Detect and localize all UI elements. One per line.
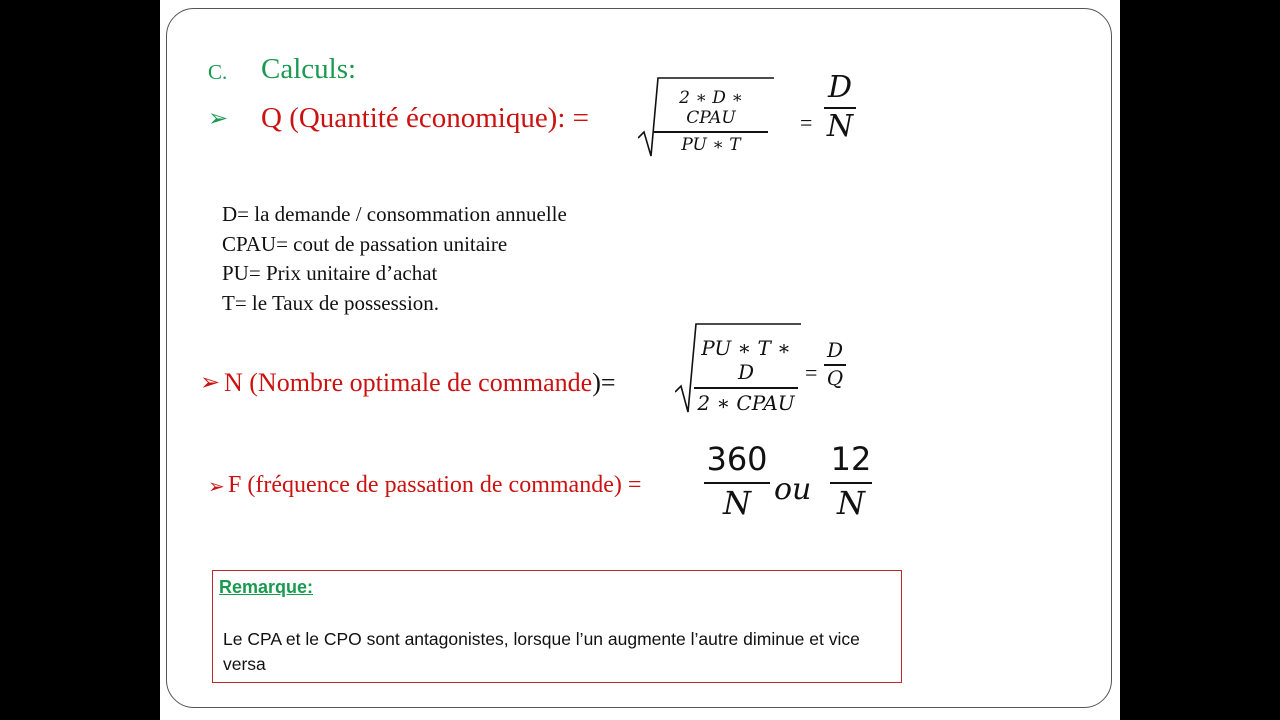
f-denominator-n2: N	[837, 484, 865, 522]
n-equals: =	[805, 360, 818, 385]
q-label: Q (Quantité économique): =	[261, 102, 590, 134]
bullet-arrow-icon: ➢	[200, 370, 221, 396]
section-letter: C.	[208, 60, 228, 84]
section-title: Calculs:	[261, 53, 357, 85]
q-alt-denominator: N	[826, 109, 854, 144]
n-alt-denominator: Q	[826, 366, 844, 390]
slide	[160, 0, 1120, 720]
q-alt-numerator: D	[827, 70, 853, 105]
n-radicand-numerator: PU ∗ T ∗ D	[701, 336, 791, 384]
bullet-arrow-icon: ➢	[208, 476, 225, 498]
n-alt-numerator: D	[826, 338, 844, 362]
bullet-arrow-icon: ➢	[208, 106, 229, 132]
f-or: ou	[774, 472, 812, 507]
n-radicand-denominator: 2 ∗ CPAU	[697, 391, 795, 415]
q-radicand	[654, 88, 768, 155]
f-label: F (fréquence de passation de commande) =	[228, 472, 642, 498]
definition-d: D= la demande / consommation annuelle	[222, 202, 567, 226]
f-numerator-360: 360	[706, 440, 768, 478]
q-alt-fraction	[824, 70, 856, 144]
f-fraction-360	[704, 440, 770, 522]
definition-pu: PU= Prix unitaire d’achat	[222, 261, 438, 285]
q-equals: =	[800, 110, 813, 135]
n-label-text: N (Nombre optimale de commande	[224, 368, 593, 397]
remark-body: Le CPA et le CPO sont antagonistes, lorsque l’un augmente l’autre diminue et vice versa	[223, 629, 860, 674]
q-radicand-numerator: 2 ∗ D ∗ CPAU	[679, 88, 743, 128]
n-label-tail: )=	[592, 368, 616, 397]
f-denominator-n1: N	[723, 484, 751, 522]
q-radicand-denominator: PU ∗ T	[681, 135, 741, 155]
n-label	[224, 368, 616, 398]
remark-title: Remarque:	[219, 577, 314, 597]
definition-t: T= le Taux de possession.	[222, 290, 440, 315]
n-radicand	[694, 336, 798, 415]
f-numerator-12: 12	[830, 440, 872, 478]
remark-box	[212, 570, 902, 683]
f-fraction-12	[830, 440, 872, 522]
n-alt-fraction	[824, 338, 846, 390]
definition-cpau: CPAU= cout de passation unitaire	[222, 231, 508, 256]
definitions-list	[222, 200, 567, 318]
